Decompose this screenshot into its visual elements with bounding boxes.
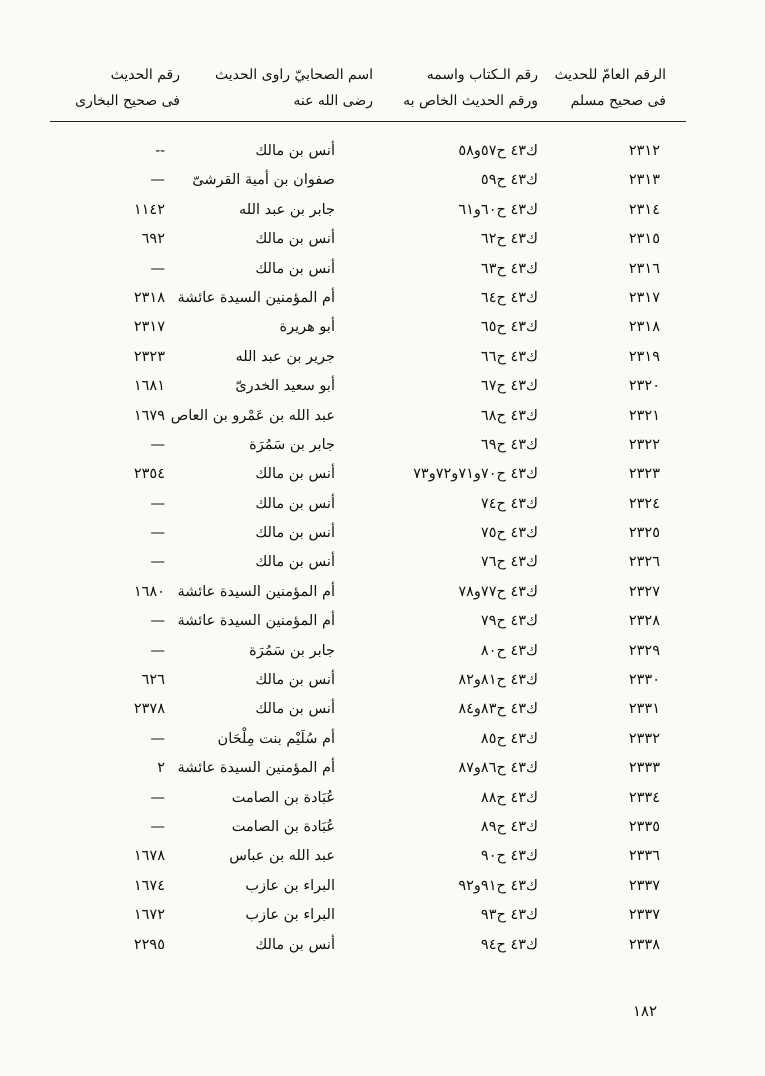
cell-book-number: ك٤٣ ح٧٦ [480, 554, 538, 571]
cell-general-number: ٢٣٣٨ [628, 936, 660, 953]
cell-book-number: ك٤٣ ح٦٨ [480, 407, 538, 424]
cell-book-number: ك٤٣ ح٨٥ [480, 730, 538, 747]
table-row [0, 402, 765, 431]
cell-narrator: عُبَادة بن الصامت [231, 789, 335, 806]
cell-general-number: ٢٣٢٩ [628, 642, 660, 659]
cell-general-number: ٢٣١٤ [628, 201, 660, 218]
table-row [0, 666, 765, 695]
table-row [0, 460, 765, 489]
cell-general-number: ٢٣١٢ [628, 143, 660, 159]
cell-book-number: ك٤٣ ح٩٤ [480, 936, 538, 953]
table-row [0, 372, 765, 401]
cell-bukhari-number: ٢٢٩٥ [133, 936, 165, 953]
cell-narrator: أنس بن مالك [255, 260, 335, 277]
table-row [0, 343, 765, 372]
cell-bukhari-number: ٢٣١٨ [133, 289, 165, 306]
cell-book-number: ك٤٣ ح٨٣و٨٤ [458, 701, 538, 718]
table-row [0, 196, 765, 225]
cell-general-number: ٢٣٢٨ [628, 613, 660, 630]
header-narrator-line1: اسم الصحابيّ راوى الحديث [214, 67, 373, 83]
header-general-number-line2: فى صحيح مسلم [570, 93, 666, 109]
cell-book-number: ك٤٣ ح٧٠و٧١و٧٢و٧٣ [413, 466, 538, 483]
cell-narrator: أنس بن مالك [255, 554, 335, 571]
cell-narrator: أنس بن مالك [255, 466, 335, 483]
cell-general-number: ٢٣٣٦ [628, 848, 660, 865]
cell-book-number: ك٤٣ ح٧٤ [480, 495, 538, 512]
cell-narrator: صفوان بن أمية القرشىّ [192, 172, 335, 189]
table-row [0, 607, 765, 636]
cell-general-number: ٢٣٢٧ [628, 583, 660, 600]
cell-bukhari-number: -- [155, 143, 165, 159]
cell-narrator: أبو سعيد الخدرىّ [235, 378, 335, 395]
cell-bukhari-number: ٢٣٥٤ [133, 466, 165, 483]
table-row [0, 137, 765, 166]
cell-book-number: ك٤٣ ح٨١و٨٢ [458, 672, 538, 689]
cell-bukhari-number: ٢ [157, 760, 165, 777]
cell-general-number: ٢٣٣٣ [628, 760, 660, 777]
cell-bukhari-number: ١٦٧٢ [133, 907, 165, 924]
cell-bukhari-number: — [150, 818, 165, 835]
cell-general-number: ٢٣٣٥ [628, 818, 660, 835]
table-row [0, 872, 765, 901]
cell-narrator: أم المؤمنين السيدة عائشة [177, 613, 335, 630]
cell-general-number: ٢٣١٧ [628, 289, 660, 306]
table-row [0, 225, 765, 254]
cell-bukhari-number: ٢٣٧٨ [133, 701, 165, 718]
cell-book-number: ك٤٣ ح٦٢ [480, 231, 538, 248]
cell-narrator: أنس بن مالك [255, 495, 335, 512]
cell-book-number: ك٤٣ ح٨٨ [480, 789, 538, 806]
cell-bukhari-number: ٦٢٦ [141, 672, 165, 689]
cell-bukhari-number: ٢٣١٧ [133, 319, 165, 336]
cell-general-number: ٢٣٣١ [628, 701, 660, 718]
cell-book-number: ك٤٣ ح٧٧و٧٨ [458, 583, 538, 600]
table-row [0, 754, 765, 783]
cell-general-number: ٢٣٢٢ [628, 436, 660, 453]
cell-narrator: جابر بن عبد الله [239, 201, 335, 218]
cell-book-number: ك٤٣ ح٦٥ [480, 319, 538, 336]
cell-narrator: أنس بن مالك [255, 231, 335, 248]
cell-general-number: ٢٣٢٠ [628, 378, 660, 395]
cell-general-number: ٢٣٣٢ [628, 730, 660, 747]
header-bukhari-number [75, 62, 180, 118]
cell-bukhari-number: ١٦٨٠ [133, 583, 165, 600]
cell-book-number: ك٤٣ ح٦٤ [480, 289, 538, 306]
cell-bukhari-number: ١٦٨١ [133, 378, 165, 395]
cell-book-number: ك٤٣ ح٥٧و٥٨ [458, 143, 538, 159]
cell-bukhari-number: — [150, 436, 165, 453]
header-general-number [548, 62, 666, 118]
cell-book-number: ك٤٣ ح٨٠ [480, 642, 538, 659]
table-row [0, 695, 765, 724]
table-row [0, 284, 765, 313]
header-book-number-line2: ورقم الحديث الخاص به [403, 93, 538, 109]
cell-book-number: ك٤٣ ح٦٧ [480, 378, 538, 395]
cell-narrator: جرير بن عبد الله [235, 348, 335, 365]
cell-narrator: البراء بن عازب [245, 877, 335, 894]
header-narrator-line2: رضى الله عنه [293, 93, 373, 109]
cell-bukhari-number: ٢٣٢٣ [133, 348, 165, 365]
table-row [0, 784, 765, 813]
cell-narrator: أنس بن مالك [255, 672, 335, 689]
cell-bukhari-number: — [150, 730, 165, 747]
cell-bukhari-number: — [150, 613, 165, 630]
cell-book-number: ك٤٣ ح٨٦و٨٧ [458, 760, 538, 777]
cell-bukhari-number: — [150, 172, 165, 189]
header-rule [50, 121, 686, 122]
table-row [0, 901, 765, 930]
cell-bukhari-number: — [150, 789, 165, 806]
cell-narrator: أبو هريرة [279, 319, 335, 336]
cell-bukhari-number: — [150, 525, 165, 542]
cell-bukhari-number: ١٦٧٨ [133, 848, 165, 865]
cell-book-number: ك٤٣ ح٩٠ [480, 848, 538, 865]
cell-general-number: ٢٣٣٤ [628, 789, 660, 806]
cell-general-number: ٢٣١٩ [628, 348, 660, 365]
table-row [0, 519, 765, 548]
table-row [0, 166, 765, 195]
header-bukhari-number-line2: فى صحيح البخارى [75, 93, 180, 109]
cell-narrator: أم المؤمنين السيدة عائشة [177, 760, 335, 777]
cell-narrator: أنس بن مالك [255, 701, 335, 718]
table-row [0, 637, 765, 666]
cell-general-number: ٢٣٣٧ [628, 907, 660, 924]
cell-general-number: ٢٣٢٣ [628, 466, 660, 483]
cell-narrator: أنس بن مالك [255, 143, 335, 159]
cell-narrator: جابر بن سَمُرَة [249, 436, 335, 453]
cell-narrator: أم المؤمنين السيدة عائشة [177, 289, 335, 306]
table-row [0, 813, 765, 842]
cell-bukhari-number: ١١٤٢ [133, 201, 165, 218]
cell-general-number: ٢٣١٥ [628, 231, 660, 248]
hadith-table-body [0, 137, 765, 960]
table-row [0, 255, 765, 284]
cell-narrator: عبد الله بن عباس [229, 848, 335, 865]
cell-book-number: ك٤٣ ح٩١و٩٢ [458, 877, 538, 894]
cell-general-number: ٢٣١٣ [628, 172, 660, 189]
table-row [0, 842, 765, 871]
table-row [0, 431, 765, 460]
cell-general-number: ٢٣٢١ [628, 407, 660, 424]
cell-general-number: ٢٣٣٧ [628, 877, 660, 894]
cell-narrator: عُبَادة بن الصامت [231, 818, 335, 835]
cell-general-number: ٢٣١٦ [628, 260, 660, 277]
cell-bukhari-number: — [150, 260, 165, 277]
cell-book-number: ك٤٣ ح٧٩ [480, 613, 538, 630]
cell-narrator: جابر بن سَمُرَة [249, 642, 335, 659]
cell-narrator: عبد الله بن عَمْرو بن العاص [170, 407, 335, 424]
table-row [0, 313, 765, 342]
cell-general-number: ٢٣١٨ [628, 319, 660, 336]
cell-bukhari-number: ١٦٧٩ [133, 407, 165, 424]
header-narrator [198, 62, 373, 118]
cell-narrator: أم سُلَيْم بنت مِلْحَان [217, 730, 335, 747]
cell-book-number: ك٤٣ ح٧٥ [480, 525, 538, 542]
header-general-number-line1: الرقم العامّ للحديث [554, 67, 666, 83]
cell-book-number: ك٤٣ ح٥٩ [480, 172, 538, 189]
cell-book-number: ك٤٣ ح٨٩ [480, 818, 538, 835]
cell-narrator: البراء بن عازب [245, 907, 335, 924]
header-book-number [388, 62, 538, 118]
header-book-number-line1: رقم الـكتاب واسمه [426, 67, 538, 83]
table-row [0, 548, 765, 577]
cell-book-number: ك٤٣ ح٩٣ [480, 907, 538, 924]
cell-bukhari-number: ٦٩٢ [141, 231, 165, 248]
cell-bukhari-number: — [150, 495, 165, 512]
cell-narrator: أنس بن مالك [255, 936, 335, 953]
cell-general-number: ٢٣٢٤ [628, 495, 660, 512]
table-row [0, 578, 765, 607]
table-row [0, 725, 765, 754]
cell-general-number: ٢٣٢٥ [628, 525, 660, 542]
cell-narrator: أنس بن مالك [255, 525, 335, 542]
cell-narrator: أم المؤمنين السيدة عائشة [177, 583, 335, 600]
cell-general-number: ٢٣٣٠ [628, 672, 660, 689]
cell-bukhari-number: — [150, 554, 165, 571]
cell-book-number: ك٤٣ ح٦٩ [480, 436, 538, 453]
cell-bukhari-number: — [150, 642, 165, 659]
cell-bukhari-number: ١٦٧٤ [133, 877, 165, 894]
cell-general-number: ٢٣٢٦ [628, 554, 660, 571]
cell-book-number: ك٤٣ ح٦٣ [480, 260, 538, 277]
table-row [0, 931, 765, 960]
cell-book-number: ك٤٣ ح٦٠و٦١ [458, 201, 538, 218]
header-bukhari-number-line1: رقم الحديث [110, 67, 180, 83]
cell-book-number: ك٤٣ ح٦٦ [480, 348, 538, 365]
page-number: ١٨٢ [632, 1002, 657, 1020]
table-row [0, 490, 765, 519]
